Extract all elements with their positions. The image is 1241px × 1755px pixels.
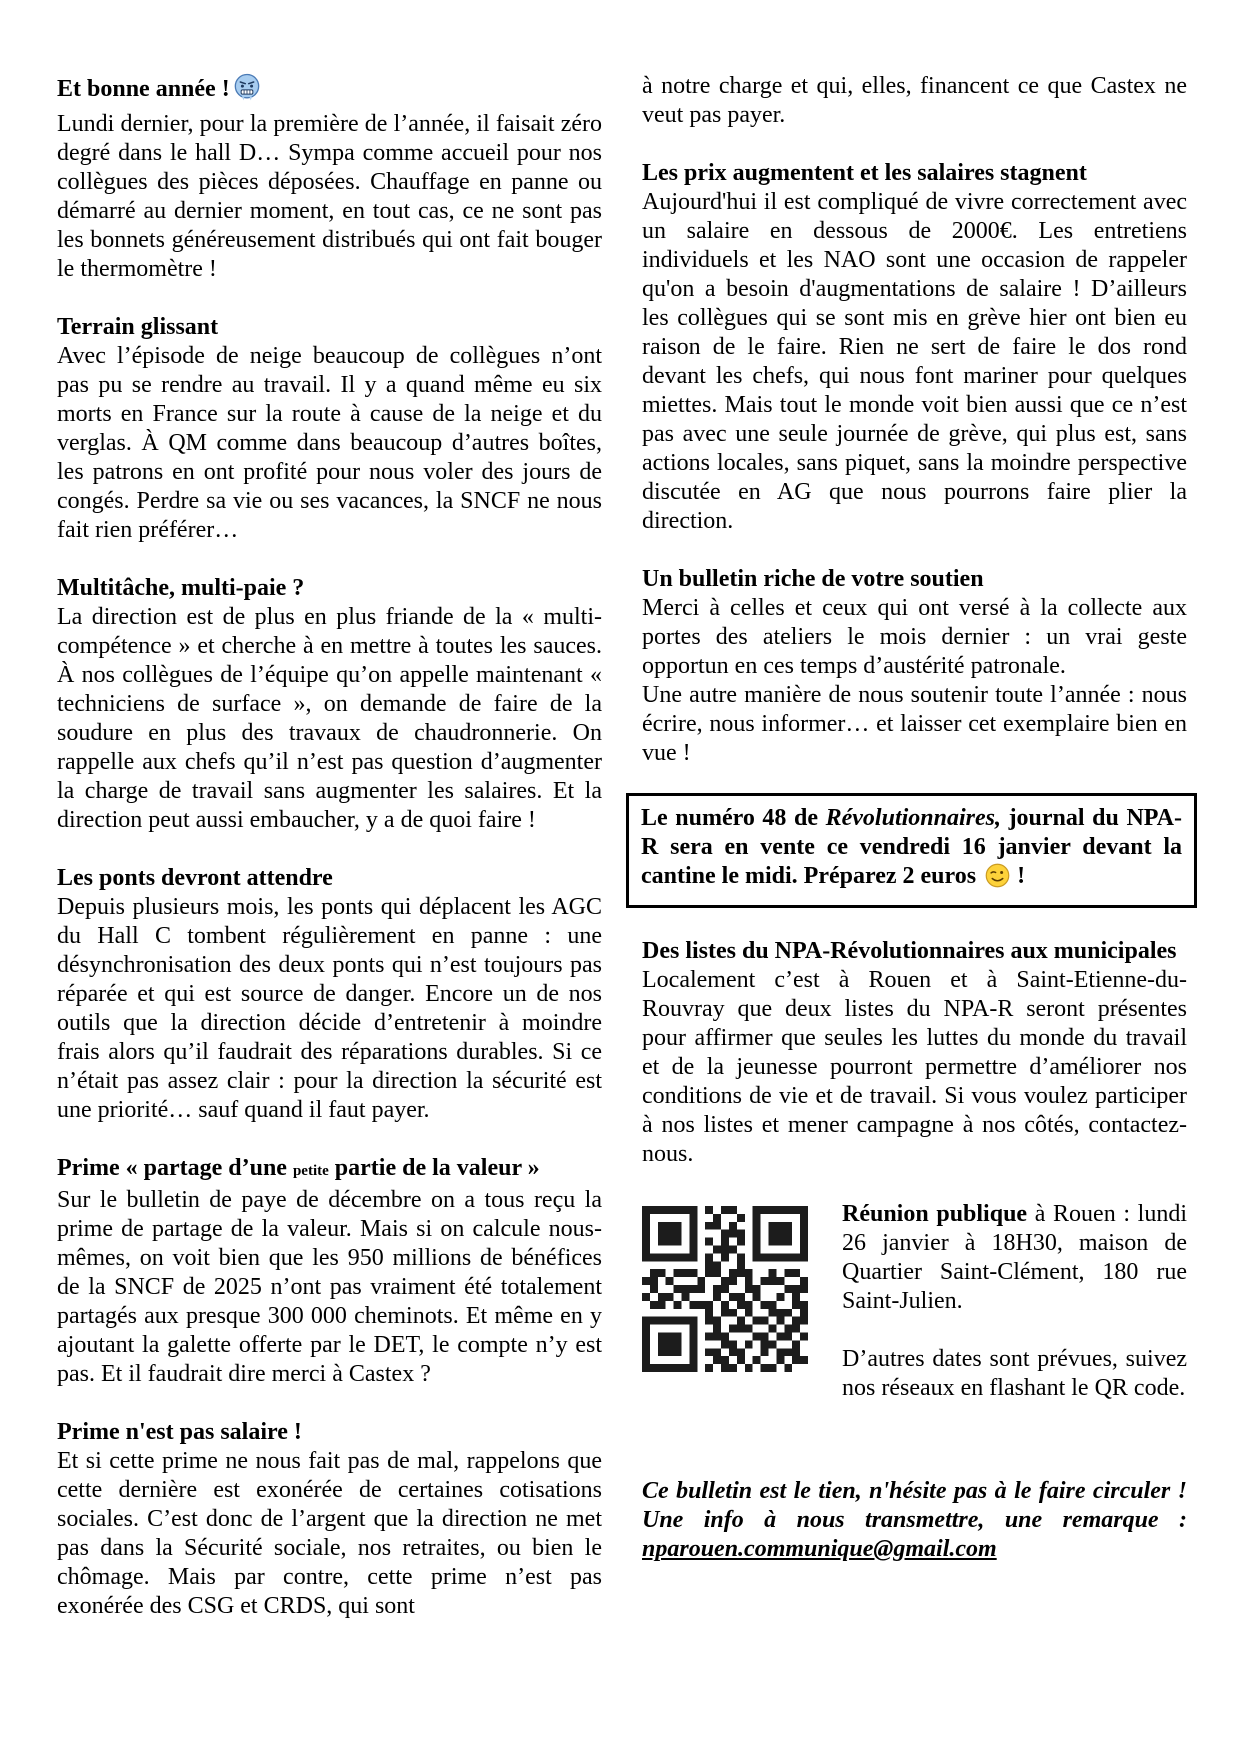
section-paragraph: Lundi dernier, pour la première de l’année, il faisait zéro degré dans le hall D… Sympa comme accueil pour nos collègues des pièces déposées. Chauffage en panne ou démarré au dernier moment, en tout cas, ce ne sont pas les bonnets généreusement distribués qui ont fait bouger le thermomètre !	[57, 111, 602, 282]
section-heading: Les prix augmentent et les salaires stagnent	[642, 160, 1087, 186]
section-paragraph: Avec l’épisode de neige beaucoup de collègues n’ont pas pu se rendre au travail. Il y a quand même eu six morts en France sur la route à cause de la neige et du verglas. À QM comme dans beaucoup d’autres boîtes, les patrons en ont profité pour nous voler des jours de congés. Perdre sa vie ou ses vacances, la SNCF ne nous fait rien préférer…	[57, 343, 602, 543]
section-prime-salaire	[57, 1418, 602, 1621]
section-heading	[57, 1154, 602, 1186]
meeting-details: à Rouen : lundi 26 janvier à 18H30, maison de Quartier Saint-Clément, 180 rue Saint-Julien.	[842, 1201, 1187, 1314]
cold-face-emoji	[232, 72, 262, 110]
section-paragraph: Et si cette prime ne nous fait pas de mal, rappelons que cette dernière est exonérée de certaines cotisations sociales. C’est donc de l’argent que la direction ne met pas dans la Sécurité sociale, nos retraites, ou bien le chômage. Mais par contre, cette prime n’est pas exonérée des CSG et CRDS, qui sont	[57, 1448, 602, 1619]
continuation-paragraph: à notre charge et qui, elles, financent ce que Castex ne veut pas payer.	[642, 73, 1187, 128]
section-heading: Les ponts devront attendre	[57, 865, 333, 891]
meeting-block	[642, 1200, 1187, 1403]
heading-small-word: petite	[292, 1163, 329, 1179]
heading-text: Prime « partage d’une	[57, 1155, 293, 1181]
section-heading: Un bulletin riche de votre soutien	[642, 566, 984, 592]
section-paragraph: Sur le bulletin de paye de décembre on a tous reçu la prime de partage de la valeur. Mais si on calcule nous-mêmes, on voit bien que les 950 millions de bénéfices de la SNCF de 2025 n’ont pas vraiment été totalement partagés aux presque 300 000 cheminots. Et même en y ajoutant la galette offerte par le DET, le compte n’y est pas. Et il faudrait dire merci à Castex ?	[57, 1187, 602, 1387]
right-column	[642, 72, 1187, 1621]
section-multitache	[57, 574, 602, 835]
section-listes-municipales	[642, 937, 1187, 1169]
footer-text: Ce bulletin est le tien, n'hésite pas à le faire circuler ! Une info à nous transmettre, une remarque :	[642, 1478, 1187, 1533]
footer-note	[642, 1477, 1187, 1564]
section-heading: Prime n'est pas salaire !	[57, 1419, 302, 1445]
journal-title: Révolutionnaires,	[825, 805, 1001, 831]
section-prix-salaires	[642, 159, 1187, 536]
contact-email-link[interactable]: nparouen.communique@gmail.com	[642, 1536, 997, 1562]
qr-code	[642, 1206, 808, 1372]
icicle-right	[249, 97, 252, 101]
meeting-title: Réunion publique	[842, 1201, 1028, 1227]
section-heading: Terrain glissant	[57, 314, 219, 340]
icicle-left	[242, 96, 245, 100]
section-paragraph: Localement c’est à Rouen et à Saint-Etienne-du-Rouvray que deux listes du NPA-R seront présentes pour affirmer que seules les luttes du monde du travail et de la jeunesse pourront permettre d’améliorer nos conditions de vie et de travail. Si vous voulez participer à nos listes et mener campagne à nos côtés, contactez-nous.	[642, 967, 1187, 1167]
journal-announcement-box	[626, 793, 1197, 908]
other-dates-paragraph: D’autres dates sont prévues, suivez nos réseaux en flashant le QR code.	[842, 1346, 1187, 1401]
section-heading	[57, 72, 602, 110]
section-bulletin-soutien	[642, 565, 1187, 768]
section-paragraph: Une autre manière de nous soutenir toute l’année : nous écrire, nous informer… et laisser cet exemplaire bien en vue !	[642, 682, 1187, 766]
heading-text: Et bonne année !	[57, 76, 230, 102]
announcement-text: !	[1011, 863, 1026, 889]
section-heading: Des listes du NPA-Révolutionnaires aux municipales	[642, 938, 1177, 964]
section-bonne-annee	[57, 72, 602, 284]
section-terrain-glissant	[57, 313, 602, 545]
left-column	[57, 72, 602, 1621]
section-heading: Multitâche, multi-paie ?	[57, 575, 305, 601]
announcement-text: journal du NPA-R sera en vente ce vendredi 16 janvier devant la cantine le midi. Préparez 2 euros	[641, 805, 1182, 889]
announcement-text: Le numéro 48 de	[641, 805, 826, 831]
section-paragraph: Merci à celles et ceux qui ont versé à la collecte aux portes des ateliers le mois dernier : un vrai geste opportun en ces temps d’austérité patronale.	[642, 595, 1187, 679]
heading-text: partie de la valeur »	[328, 1155, 540, 1181]
section-paragraph: La direction est de plus en plus friande de la « multi-compétence » et cherche à en mettre à toutes les sauces. À nos collègues de l’équipe qu’on appelle maintenant « techniciens de surface », on demande de faire de la soudure en plus des travaux de chaudronnerie. On rappelle aux chefs qu’il n’est pas question d’augmenter la charge de travail sans augmenter les salaires. Et la direction peut aussi embaucher, y a de quoi faire !	[57, 604, 602, 833]
section-paragraph: Depuis plusieurs mois, les ponts qui déplacent les AGC du Hall C tombent régulièrement en panne : une désynchronisation des deux ponts qui n’est toujours pas réparée et qui est source de danger. Encore un de nos outils que la direction décide d’entretenir à moindre frais alors qu’il faudrait des réparations durables. Si ce n’était pas assez clair : pour la direction la sécurité est une priorité… sauf quand il faut payer.	[57, 894, 602, 1123]
section-prime-partage	[57, 1154, 602, 1389]
section-paragraph: Aujourd'hui il est compliqué de vivre correctement avec un salaire en dessous de 2000€. Les entretiens individuels et les NAO sont une occasion de rappeler qu'on a besoin d'augmentations de salaire ! D’ailleurs les collègues qui se sont mis en grève hier ont bien eu raison de le faire. Rien ne sert de faire le dos rond devant les chefs, qui nous font mariner pour quelques miettes. Mais tout le monde voit bien aussi que ce n’est pas avec une seule journée de grève, qui plus est, sans actions locales, sans piquet, sans la moindre perspective discutée en AG que nous pourrons faire plier la direction.	[642, 189, 1187, 534]
section-ponts	[57, 864, 602, 1125]
winking-face-emoji	[984, 862, 1011, 897]
